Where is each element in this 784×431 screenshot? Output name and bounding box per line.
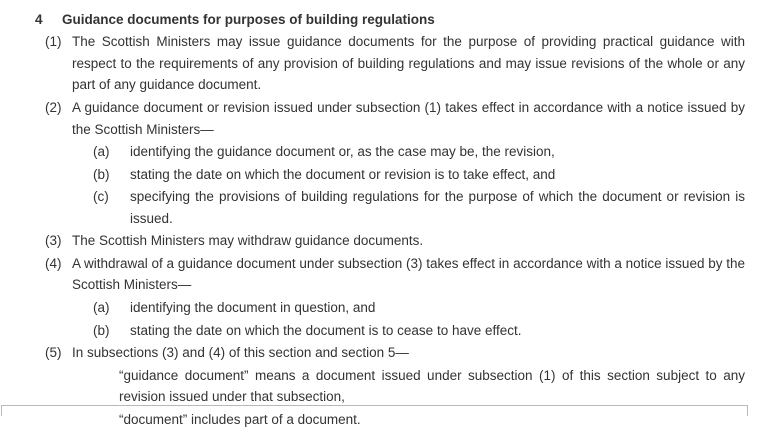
subsection-2-text: A guidance document or revision issued under subsection (1) takes effect in accordance with a notice issued by the Scottish Ministers— (72, 100, 745, 137)
subsection-5-text: In subsections (3) and (4) of this section and section 5— (72, 345, 409, 361)
subsection-2 (0, 97, 784, 140)
subsection-1-number: (1) (45, 34, 62, 50)
subsection-1-text: The Scottish Ministers may issue guidance documents for the purpose of providing practical guidance with respect to the requirements of any provision of building regulations and may issue revisions of the whole or any part of any guidance document. (72, 34, 745, 93)
subsection-4-number: (4) (45, 255, 62, 271)
section-number: 4 (35, 12, 43, 27)
paragraph-2c-text: specifying the provisions of building regulations for the purpose of which the document or revision is issued. (130, 189, 745, 226)
paragraph-4b-text: stating the date on which the document is to cease to have effect. (130, 322, 522, 338)
paragraph-4a (0, 297, 784, 318)
definition-document: “document” includes part of a document. (119, 412, 361, 428)
subsection-4 (0, 253, 784, 296)
paragraph-2b-letter: (b) (93, 166, 110, 182)
subsection-3 (0, 230, 784, 251)
paragraph-2a-letter: (a) (93, 144, 110, 160)
definition-guidance-document: “guidance document” means a document issued under subsection (1) of this section subject to any revision issued under that subsection, (119, 368, 745, 405)
section-heading (0, 9, 784, 30)
paragraph-4a-text: identifying the document in question, and (130, 300, 376, 316)
subsection-1 (0, 31, 784, 95)
paragraph-2b (0, 164, 784, 185)
paragraph-4a-letter: (a) (93, 300, 110, 316)
paragraph-2a (0, 141, 784, 162)
subsection-3-number: (3) (45, 233, 62, 249)
section-title: Guidance documents for purposes of building regulations (62, 12, 435, 27)
subsection-5-number: (5) (45, 345, 62, 361)
paragraph-2c (0, 186, 784, 229)
subsection-4-text: A withdrawal of a guidance document under subsection (3) takes effect in accordance with a notice issued by the Scottish Ministers— (72, 255, 745, 293)
paragraph-4b-letter: (b) (93, 322, 110, 338)
cropped-panel-top-border (1, 405, 748, 416)
paragraph-2b-text: stating the date on which the document or revision is to take effect, and (130, 166, 556, 182)
paragraph-2a-text: identifying the guidance document or, as the case may be, the revision, (130, 144, 555, 160)
subsection-5 (0, 342, 784, 363)
subsection-3-text: The Scottish Ministers may withdraw guidance documents. (72, 233, 424, 249)
paragraph-2c-letter: (c) (93, 189, 109, 205)
subsection-2-number: (2) (45, 100, 62, 116)
paragraph-4b (0, 320, 784, 341)
